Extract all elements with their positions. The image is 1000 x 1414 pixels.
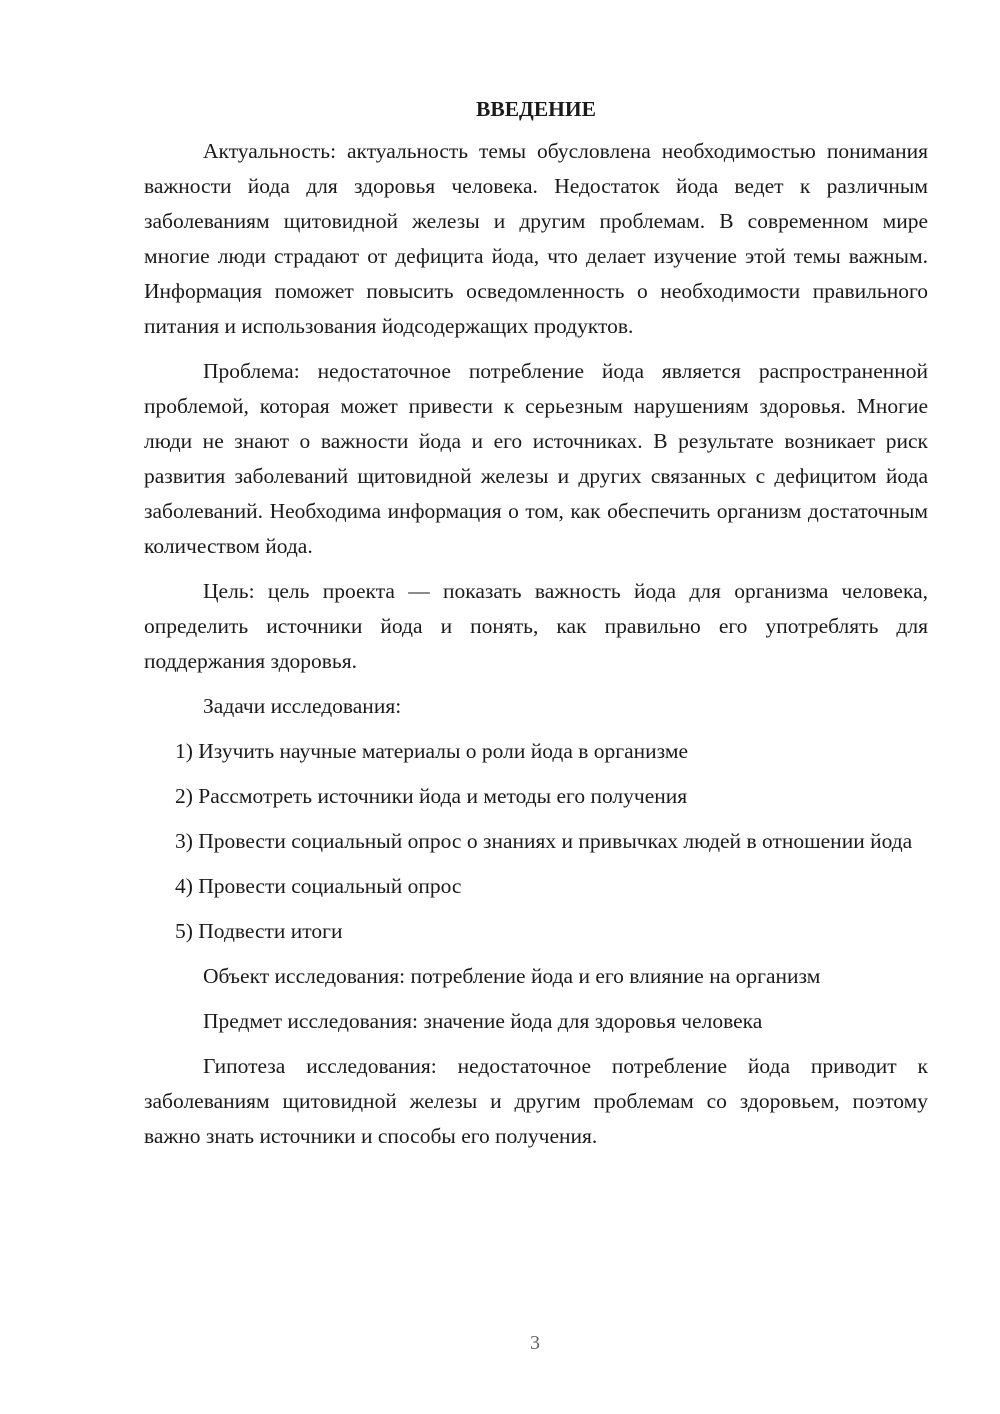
task-item: 2) Рассмотреть источники йода и методы его получения: [175, 784, 688, 808]
task-item: 1) Изучить научные материалы о роли йода в организме: [175, 739, 688, 763]
page-content: [144, 92, 928, 1164]
subject-paragraph: Предмет исследования: значение йода для здоровья человека: [203, 1009, 763, 1033]
task-item: 4) Провести социальный опрос: [175, 874, 462, 898]
tasks-heading: Задачи исследования:: [203, 694, 402, 718]
page-number: 3: [530, 1332, 540, 1354]
relevance-paragraph: Актуальность: актуальность темы обусловлена необходимостью понимания важности йода для здоровья человека. Недостаток йода ведет к различным заболеваниям щитовидной железы и другим проблемам. В современном мире многие люди страдают от дефицита йода, что делает изучение этой темы важным. Информация поможет повысить осведомленность о необходимости правильного питания и использования йодсодержащих продуктов.: [144, 139, 928, 338]
problem-paragraph: Проблема: недостаточное потребление йода является распространенной проблемой, которая может привести к серьезным нарушениям здоровья. Многие люди не знают о важности йода и его источниках. В результате возникает риск развития заболеваний щитовидной железы и других связанных с дефицитом йода заболеваний. Необходима информация о том, как обеспечить организм достаточным количеством йода.: [144, 359, 928, 558]
object-paragraph: Объект исследования: потребление йода и его влияние на организм: [203, 964, 821, 988]
task-item: 3) Провести социальный опрос о знаниях и привычках людей в отношении йода: [175, 829, 913, 853]
tasks-list: [144, 734, 928, 949]
goal-paragraph: Цель: цель проекта — показать важность йода для организма человека, определить источники йода и понять, как правильно его употреблять для поддержания здоровья.: [144, 579, 928, 673]
hypothesis-paragraph: Гипотеза исследования: недостаточное потребление йода приводит к заболеваниям щитовидной железы и другим проблемам со здоровьем, поэтому важно знать источники и способы его получения.: [144, 1054, 928, 1148]
section-title: ВВЕДЕНИЕ: [476, 97, 596, 121]
task-item: 5) Подвести итоги: [175, 919, 343, 943]
